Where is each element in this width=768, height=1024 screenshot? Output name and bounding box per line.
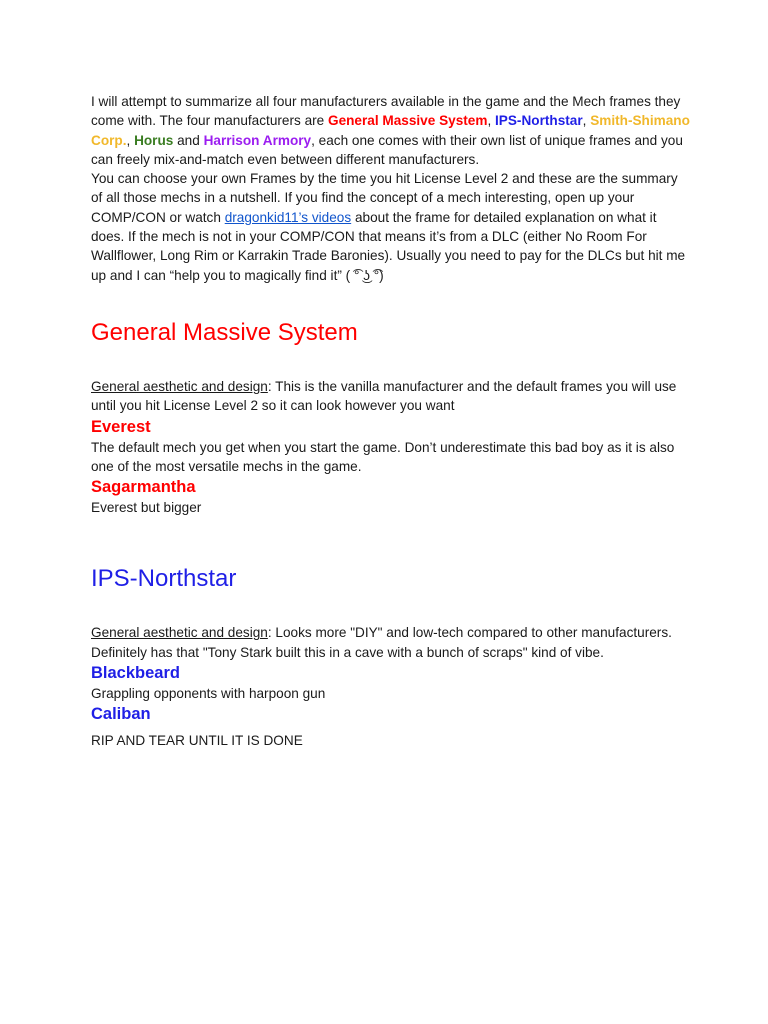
intro-text: You can choose your own Frames by the time you hit License Level 2 and these are the summary of all those mechs in a nutshell. If you find the concept of a mech interesting, open up your COMP/CON or watch [91, 171, 678, 225]
frame-description-caliban: RIP AND TEAR UNTIL IT IS DONE [91, 733, 303, 749]
manufacturer-smith-shimano: Smith-Shimano Corp. [91, 113, 690, 148]
aesthetic-label: General aesthetic and design [91, 378, 268, 394]
frame-title-everest: Everest [91, 417, 151, 436]
frame-title-sagarmantha: Sagarmantha [91, 478, 196, 497]
separator-text: and [173, 132, 204, 148]
frame-title-blackbeard: Blackbeard [91, 664, 180, 683]
intro-paragraph-2 [91, 169, 691, 285]
manufacturer-general-massive-system: General Massive System [328, 113, 488, 129]
section-description [91, 623, 691, 662]
manufacturer-ips-northstar: IPS-Northstar [495, 113, 583, 129]
manufacturer-harrison-armory: Harrison Armory [203, 132, 312, 148]
separator-text: , [582, 113, 591, 129]
aesthetic-text: : This is the vanilla manufacturer and the default frames you will use until you hit License Level 2 so it can look however you want [91, 378, 677, 414]
frame-description-blackbeard: Grappling opponents with harpoon gun [91, 686, 326, 702]
manufacturer-horus: Horus [134, 132, 174, 148]
intro-paragraph-1 [91, 92, 691, 169]
intro-text: I will attempt to summarize all four manufacturers available in the game and the Mech frames they come with. The four manufacturers are [91, 94, 681, 129]
frame-title-caliban: Caliban [91, 705, 151, 724]
section-description [91, 377, 691, 416]
aesthetic-text: : Looks more "DIY" and low-tech compared to other manufacturers. Definitely has that "Tony Stark built this in a cave with a bunch of scraps" kind of vibe. [91, 625, 672, 660]
dragonkid-videos-link[interactable]: dragonkid11’s videos [224, 209, 352, 225]
frame-description-sagarmantha: Everest but bigger [91, 500, 202, 516]
document-page [91, 92, 691, 751]
section-title-general-massive-system: General Massive System [91, 318, 358, 346]
intro-text-end: about the frame for detailed explanation on what it does. If the mech is not in your COMP/CON that means it’s from a DLC (either No Room For Wallflower, Long Rim or Karrakin Trade Baronies). Usually you need to pay for the DLCs but hit me up and I can “help you to magically find it” ( ͡° ͜ʖ ͡°) [91, 209, 686, 283]
aesthetic-label: General aesthetic and design [91, 625, 268, 641]
separator-text: , [487, 113, 496, 129]
frame-description-everest: The default mech you get when you start the game. Don’t underestimate this bad boy as it is also one of the most versatile mechs in the game. [91, 439, 675, 474]
section-title-ips-northstar: IPS-Northstar [91, 565, 237, 593]
intro-text-end: , each one comes with their own list of unique frames and you can freely mix-and-match even between different manufacturers. [91, 132, 683, 167]
separator-text: , [126, 132, 135, 148]
